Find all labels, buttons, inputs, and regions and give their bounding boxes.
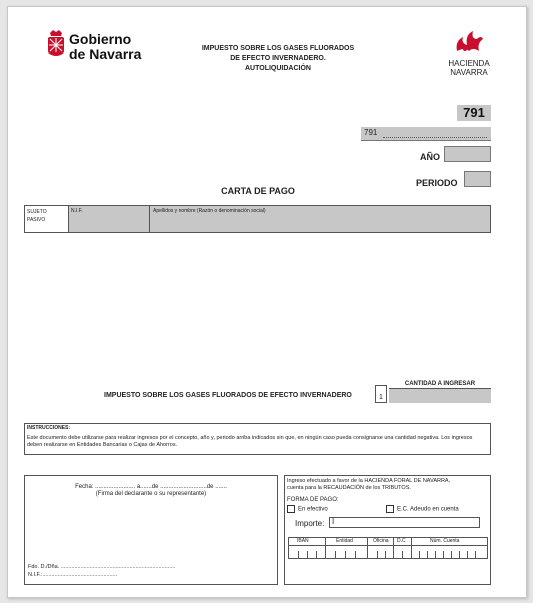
sujeto-pasivo-label: SUJETO PASIVO (27, 209, 47, 223)
dc-header: D.C (397, 538, 406, 544)
digit-tick (467, 551, 468, 558)
instrucciones-text: Este documento debe utilizarse para realizar ingresos por el concepto, año y, periodo arriba indicados sin que, en ningún caso pueda consignarse una cantidad negativa. Los ingresos deben realizarse en Entidades Bancarias o Cajas de Ahorros. (27, 435, 473, 448)
oficina-cell (367, 538, 368, 558)
digit-tick (345, 551, 346, 558)
firma-note: (Firma del declarante o su representante) (95, 491, 207, 497)
entidad-cell (325, 538, 326, 558)
model-code-field[interactable] (361, 127, 491, 141)
model-code-prefix: 791 (364, 128, 378, 137)
instrucciones-title: INSTRUCCIONES: (27, 425, 71, 431)
ingreso-box (284, 475, 491, 585)
digit-tick (427, 551, 428, 558)
cantidad-label: CANTIDAD A INGRESAR (404, 381, 476, 387)
oficina-header: Oficina (373, 538, 389, 544)
gov-name-line1: Gobierno (69, 31, 132, 47)
digit-tick (419, 551, 420, 558)
digit-tick (355, 551, 356, 558)
importe-label: Importe: (295, 519, 325, 528)
forma-pago-label: FORMA DE PAGO: (287, 497, 339, 503)
digit-tick (459, 551, 460, 558)
adeudo-option[interactable] (386, 505, 459, 513)
model-code-dots (383, 137, 487, 138)
digit-tick (475, 551, 476, 558)
ano-label: AÑO (420, 152, 440, 162)
efectivo-checkbox[interactable] (287, 505, 295, 513)
firma-nif-line[interactable]: N.I.F.:................................................. (28, 572, 118, 578)
ingreso-line1: Ingreso efectuado a favor de la HACIENDA FORAL DE NAVARRA, (287, 478, 451, 484)
adeudo-checkbox[interactable] (386, 505, 394, 513)
periodo-field[interactable] (464, 171, 491, 187)
digit-tick (377, 551, 378, 558)
efectivo-label: En efectivo (298, 506, 328, 513)
digit-tick (307, 551, 308, 558)
digit-tick (298, 551, 299, 558)
cantidad-field[interactable] (389, 388, 491, 403)
gov-name-line2: de Navarra (69, 46, 142, 62)
ano-field[interactable] (444, 146, 491, 162)
digit-tick (335, 551, 336, 558)
form-title-line1: IMPUESTO SOBRE LOS GASES FLUORADOS (201, 45, 355, 52)
digit-tick (435, 551, 436, 558)
digit-tick (316, 551, 317, 558)
dc-cell (393, 538, 394, 558)
fdo-line[interactable]: Fdo. D./Dña. ........................................................................... (28, 564, 176, 570)
form-title-line2: DE EFECTO INVERNADERO. (230, 55, 326, 62)
adeudo-label: E.C. Adeudo en cuenta (397, 506, 459, 513)
entidad-header: Entidad (336, 538, 353, 544)
impuesto-label: IMPUESTO SOBRE LOS GASES FLUORADOS DE EFECTO INVERNADERO (104, 392, 352, 399)
carta-de-pago-title: CARTA DE PAGO (221, 186, 295, 196)
importe-field[interactable] (329, 517, 480, 528)
hacienda-navarra-logo (451, 29, 487, 59)
periodo-label: PERIODO (416, 178, 458, 188)
apellidos-label: Apellidos y nombre (Razón o denominación social) (153, 208, 266, 214)
bank-account-grid[interactable] (288, 537, 488, 559)
efectivo-option[interactable] (287, 505, 328, 513)
fecha-line: Fecha: ........................ a.......de ............................de ....... (75, 484, 227, 490)
form-title-line3: AUTOLIQUIDACIÓN (245, 65, 311, 72)
hacienda-line2: NAVARRA (450, 68, 488, 77)
digit-tick (451, 551, 452, 558)
nif-label: N.I.F. (71, 208, 83, 214)
num-cuenta-header: Núm. Cuenta (430, 538, 460, 544)
ingreso-line2: cuenta para la RECAUDACIÓN de los TRIBUTOS. (287, 485, 411, 491)
casilla-number: 1 (379, 394, 383, 401)
digit-tick (402, 551, 403, 558)
navarra-crest-logo (46, 29, 66, 59)
digit-tick (385, 551, 386, 558)
importe-casilla: I (332, 517, 335, 526)
hacienda-line1: HACIENDA (448, 59, 490, 68)
num-cuenta-cell (411, 538, 412, 558)
form-page (7, 6, 527, 598)
digit-tick (443, 551, 444, 558)
model-number: 791 (463, 105, 485, 120)
iban-header: IBAN (297, 538, 309, 544)
